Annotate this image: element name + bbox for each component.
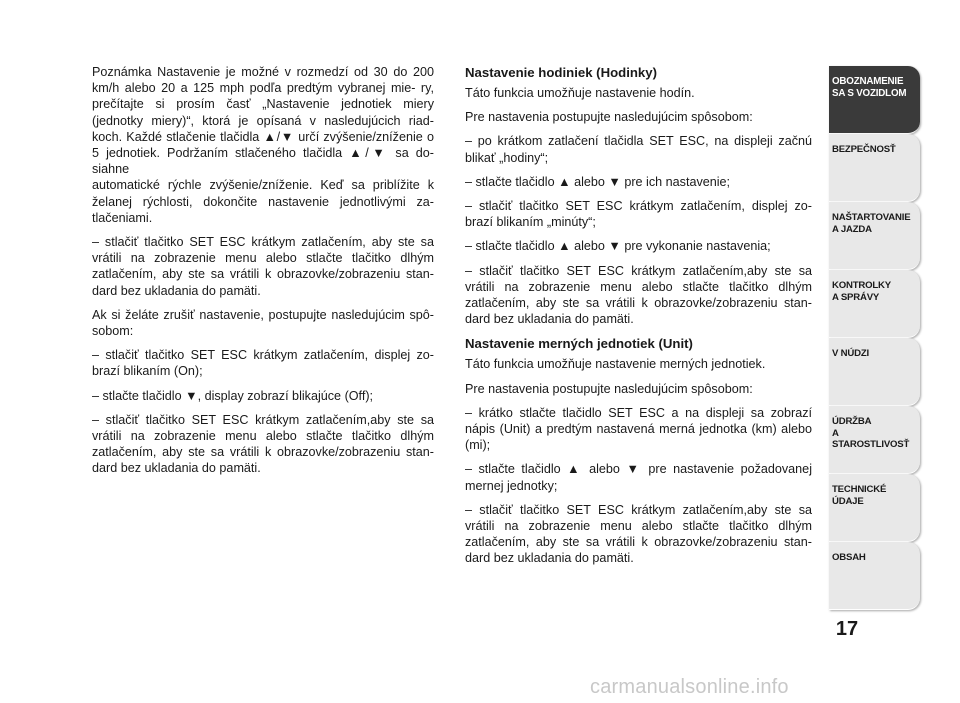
clock-step-2: – stlačte tlačidlo ▲ alebo ▼ pre ich nastavenie; [465,174,731,189]
cancel-step-2: – stlačte tlačidlo ▼, display zobrazí blikajúce (Off); [92,388,374,403]
tab-v-nudzi[interactable]: V NÚDZI [829,338,920,406]
watermark: carmanualsonline.info [590,676,789,698]
unit-step-1: – krátko stlačte tlačidlo SET ESC a na displeji sa zobrazí nápis (Unit) a predtým nastavená merná jednotka (km) alebo (mi); [465,405,812,453]
unit-step-3: – stlačiť tlačitko SET ESC krátkym zatlačením,aby ste sa vrátili na zobrazenie menu alebo stlačte tlačitko dlhým zatlačením, aby ste sa vrátili k obrazovke/zobrazeniu stan- dard bez ukladania do pamäti. [465,502,812,566]
clock-setting-heading: Nastavenie hodiniek (Hodinky) [465,65,657,80]
clock-step-4: – stlačte tlačidlo ▲ alebo ▼ pre vykonanie nastavenia; [465,239,771,254]
page-number: 17 [835,618,859,640]
clock-step-5: – stlačiť tlačitko SET ESC krátkym zatlačením,aby ste sa vrátili na zobrazenie menu alebo stlačte tlačitko dlhým zatlačením, aby ste sa vrátili k obrazovke/zobrazeniu stan- dard bez ukladania do pamäti. [465,263,812,327]
unit-procedure-intro: Pre nastavenia postupujte nasledujúcim spôsobom: [465,381,753,396]
unit-step-2: – stlačte tlačidlo ▲ alebo ▼ pre nastavenie požadovanej mernej jednotky; [465,462,812,493]
unit-setting-heading: Nastavenie merných jednotiek (Unit) [465,336,693,352]
clock-function-desc: Táto funkcia umožňuje nastavenie hodín. [465,86,695,100]
chapter-tabs [829,66,920,610]
tab-kontrolky[interactable]: KONTROLKY A SPRÁVY [829,270,920,338]
clock-step-3: – stlačiť tlačitko SET ESC krátkym zatlačením, displej zo- brazí blikaním „minúty“; [465,199,812,230]
left-column [92,64,434,485]
tab-udrzba[interactable]: ÚDRŽBA A STAROSTLIVOSŤ [829,406,920,474]
return-menu-instruction: – stlačiť tlačitko SET ESC krátkym zatlačením, aby ste sa vrátili na zobrazenie menu alebo stlačte tlačitko dlhým zatlačením, aby ste sa vrátili k obrazovke/zobrazeniu stan- dard bez ukladania do pamäti. [92,235,434,298]
cancel-step-1: – stlačiť tlačitko SET ESC krátkym zatlačením, displej zo- brazí blikaním (On); [92,348,434,379]
clock-step-1: – po krátkom zatlačení tlačidla SET ESC, na displeji začnú blikať „hodiny“; [465,134,812,165]
cancel-setting-intro: Ak si želáte zrušiť nastavenie, postupujte nasledujúcim spô- sobom: [92,307,434,339]
tab-obsah[interactable]: OBSAH [829,542,920,610]
tab-oboznamenie[interactable]: OBOZNAMENIE SA S VOZIDLOM [829,66,920,134]
auto-change-paragraph: automatické rýchle zvýšenie/zníženie. Keď sa priblížite k želanej rýchlosti, dokončite nastavenie jednotlivými za- tlačeniami. [92,178,434,225]
unit-function-desc: Táto funkcia umožňuje nastavenie merných jednotiek. [465,357,766,372]
speed-limit-note: Poznámka Nastavenie je možné v rozmedzí od 30 do 200 km/h alebo 20 a 125 mph podľa predtým vybranej mie- ry, prečítajte si prosím časť „Nastavenie jednotiek miery (jednotky miery)“, ktorá je opísaná v nasledujúcich riad- koch. Každé stlačenie tlačidla ▲/▼ určí zvýšenie/zníženie o 5 jednotiek. Podržaním stlačeného tlačidla ▲/▼ sa do- siahne [92,65,434,177]
right-column [465,64,812,575]
tab-bezpecnost[interactable]: BEZPEČNOSŤ [829,134,920,202]
cancel-step-3: – stlačiť tlačitko SET ESC krátkym zatlačením,aby ste sa vrátili na zobrazenie menu alebo stlačte tlačitko dlhým zatlačením, aby ste sa vrátili k obrazovke/zobrazeniu stan- dard bez ukladania do pamäti. [92,412,434,476]
tab-nastartovanie[interactable]: NAŠTARTOVANIE A JAZDA [829,202,920,270]
tab-technicke-udaje[interactable]: TECHNICKÉ ÚDAJE [829,474,920,542]
clock-procedure-intro: Pre nastavenia postupujte nasledujúcim spôsobom: [465,110,753,125]
